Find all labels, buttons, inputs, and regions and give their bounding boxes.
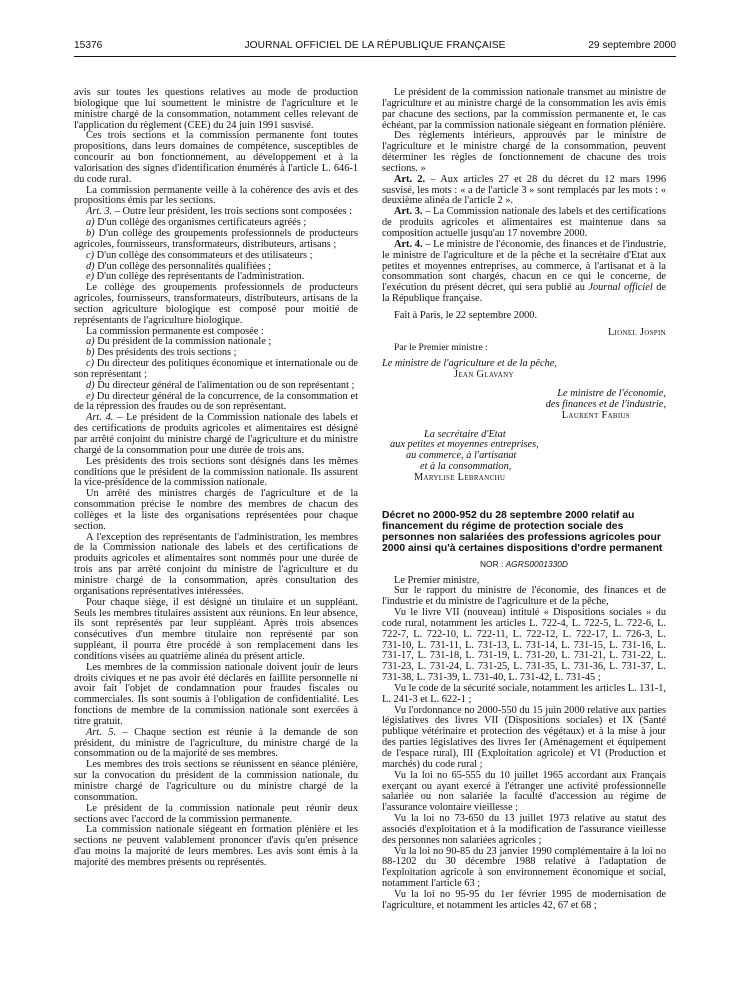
- journal-title: JOURNAL OFFICIEL DE LA RÉPUBLIQUE FRANÇAISE: [244, 40, 506, 51]
- paragraph: Le président de la commission nationale peut réunir deux sections avec l'accord de la commission permanente.: [74, 802, 358, 825]
- paragraph: Vu la loi no 95-95 du 1er février 1995 de modernisation de l'agriculture, et notamment les articles 42, 67 et 68 ;: [382, 888, 666, 911]
- item-mark: e): [86, 271, 95, 283]
- article: Art. 4. – Le ministre de l'économie, des finances et de l'industrie, le ministre de l'agriculture et de la pêche et la secrétaire d'Etat aux petites et moyennes entreprises, au commerce, à l'artisanat et à la consommation sont chargés, chacun en ce qui le concerne, de l'exécution du présent décret, qui sera publié au Journal officiel de la République française.: [382, 238, 666, 305]
- list-item: b) D'un collège des groupements professionnels de producteurs agricoles, fournisseurs, transformateurs, distributeurs, artisans ;: [74, 227, 358, 250]
- paragraph: Vu le livre VII (nouveau) intitulé « Dispositions sociales » du code rural, notamment les articles L. 722-4, L. 722-5, L. 722-6, L. 722-7, L. 722-10, L. 722-11, L. 722-12, L. 722-17, L. 726-3, L. 731-10, L. 731-11, L. 731-13, L. 731-14, L. 731-15, L. 731-16, L. 731-17, L. 731-18, L. 731-19, L. 731-20, L. 731-21, L. 731-22, L. 731-23, L. 731-24, L. 731-25, L. 731-35, L. 731-36, L. 731-37, L. 731-38, L. 731-39, L. 731-40, L. 731-42, L. 731-45 ;: [382, 607, 666, 684]
- article-label: Art. 3.: [394, 206, 423, 218]
- paragraph: Des règlements intérieurs, approuvés par le ministre de l'agriculture et le ministre chargé de la consommation, peuvent déterminer les règles de fonctionnement de chacune des trois sections. »: [382, 130, 666, 174]
- item-mark: d): [86, 379, 95, 391]
- signatory-agriculture: Le ministre de l'agriculture et de la pêche, Jean Glavany: [382, 358, 557, 381]
- item-mark: d): [86, 260, 95, 272]
- article: Art. 4. – Le président de la Commission nationale des labels et des certifications de produits agricoles et alimentaires est désigné par arrêté conjoint du ministre chargé de l'agriculture et du ministre chargé de la consommation pour une durée de trois ans.: [74, 412, 358, 456]
- prime-minister-name: Lionel Jospin: [607, 326, 666, 338]
- list-item: d) D'un collège des personnalités qualifiées ;: [86, 260, 272, 272]
- list-item: b) Des présidents des trois sections ;: [86, 347, 237, 359]
- article: Art. 3. – La Commission nationale des labels et des certifications de produits agricoles et alimentaires est maintenue dans sa composition actuelle jusqu'au 17 novembre 2000.: [382, 206, 666, 239]
- paragraph: Vu la loi no 90-85 du 23 janvier 1990 complémentaire à la loi no 88-1202 du 30 décembre 1988 relative à l'adaptation de l'exploitation agricole à son environnement économique et social, notamment l'article 63 ;: [382, 845, 666, 890]
- item-mark: e): [86, 390, 95, 402]
- paragraph: Sur le rapport du ministre de l'économie, des finances et de l'industrie et du ministre de l'agriculture et de la pêche,: [382, 585, 666, 608]
- list-item: d) Du directeur général de l'alimentation ou de son représentant ;: [86, 379, 355, 391]
- page-number: 15376: [74, 40, 103, 51]
- signature-place-date: Fait à Paris, le 22 septembre 2000.: [394, 309, 538, 321]
- paragraph: Le président de la commission nationale transmet au ministre de l'agriculture et au ministre chargé de la consommation les avis émis par chacune des sections, par la commission permanente et, le cas échéant, par la commission nationale siégeant en formation plénière.: [382, 88, 666, 131]
- paragraph: Vu la loi no 73-650 du 13 juillet 1973 relative au statut des associés d'exploitation et à la modification de l'assurance vieillesse des personnes non salariées agricoles ;: [382, 813, 666, 846]
- item-mark: a): [86, 336, 95, 348]
- list-item: a) D'un collège des organismes certificateurs agréés ;: [86, 217, 307, 229]
- paragraph: Vu la loi no 65-555 du 10 juillet 1965 accordant aux Français exerçant ou ayant exercé à l'étranger une activité professionnelle salariée ou non salariée la faculté d'accession au régime de l'assurance volontaire vieillesse ;: [382, 769, 666, 814]
- item-mark: b): [86, 347, 95, 359]
- issue-date: 29 septembre 2000: [588, 40, 676, 51]
- list-item: e) Du directeur général de la concurrence, de la consommation et de la répression des fraudes ou de son représentant.: [74, 390, 358, 413]
- paragraph: A l'exception des représentants de l'administration, les membres de la Commission nationale des labels et des certifications de produits agricoles et alimentaires sont nommés pour une durée de trois ans par arrêté conjoint du ministre de l'agriculture et du ministre chargé de la consommation, après consultation des organisations représentatives intéressées.: [74, 531, 358, 597]
- decree2-nor: NOR : AGRS0001330D: [480, 558, 568, 569]
- decree1-end: [382, 88, 666, 305]
- signatory-economy: Le ministre de l'économie, des finances et de l'industrie, Laurent Fabius: [545, 388, 666, 421]
- paragraph: Vu le code de la sécurité sociale, notamment les articles L. 131-1, L. 241-3 et L. 622-1 ;: [382, 682, 666, 705]
- prime-minister-intro: Par le Premier ministre :: [394, 341, 488, 353]
- article-label: Art. 4.: [86, 412, 114, 424]
- article-label: Art. 4.: [394, 238, 423, 250]
- header-rule: [74, 56, 676, 57]
- paragraph: Les membres des trois sections se réunissent en séance plénière, sur la convocation du président de la commission nationale, du ministre chargé de l'agriculture ou du ministre chargé de la consommation.: [74, 759, 358, 803]
- item-mark: a): [86, 217, 95, 229]
- item-mark: b): [86, 227, 95, 239]
- list-item: c) D'un collège des consommateurs et des utilisateurs ;: [86, 249, 313, 261]
- paragraph: avis sur toutes les questions relatives au mode de production biologique que lui soumettent le ministre de l'agriculture et le ministre chargé de la consommation, notamment celles relevant de l'application du règlement (CEE) du 24 juin 1991 susvisé.: [74, 88, 358, 131]
- paragraph: La commission nationale siégeant en formation plénière et les sections ne peuvent valablement prononcer d'avis qu'en présence d'au moins la majorité de leurs membres. Les avis sont émis à la majorité des membres présents ou représentés.: [74, 824, 358, 868]
- paragraph: La commission permanente veille à la cohérence des avis et des propositions émis par les sections.: [74, 184, 358, 207]
- paragraph: La commission permanente est composée :: [86, 325, 264, 337]
- list-item: e) D'un collège des représentants de l'administration.: [86, 271, 305, 283]
- list-item: c) Du directeur des politiques économique et internationale ou de son représentant ;: [74, 358, 358, 380]
- signatory-secretary: La secrétaire d'Etat aux petites et moyennes entreprises, au commerce, à l'artisanat et à la consommation, Marylise Lebranchu: [390, 428, 539, 483]
- decree2-title: Décret no 2000-952 du 28 septembre 2000 relatif au financement du régime de protection sociale des personnes non salariées des professions agricoles pour 2000 ainsi qu'à certaines dispositions d'ordre permanent: [382, 509, 663, 555]
- paragraph: Les membres de la commission nationale doivent jouir de leurs droits civiques et ne pas avoir été déclarés en faillite personnelle ni avoir fait l'objet de condamnation pour fraudes fiscales ou commerciales. Ils sont soumis à l'obligation de confidentialité. Les fonctions de membre de la commission nationale sont exercées à titre gratuit.: [74, 661, 358, 727]
- right-column: [382, 88, 666, 984]
- article-label: Art. 3.: [86, 206, 113, 218]
- page-header: [74, 40, 676, 54]
- paragraph: Le collège des groupements professionnels de producteurs agricoles, fournisseurs, transformateurs, distributeurs, artisans de la section agriculture biologique est composé pour moitié de représentants de l'agriculture biologique.: [74, 282, 358, 326]
- decree2-body: [382, 576, 666, 912]
- article-label: Art. 2.: [394, 173, 426, 185]
- article-label: Art. 5.: [86, 726, 117, 738]
- article: Art. 3. – Outre leur président, les trois sections sont composées :: [86, 206, 353, 218]
- paragraph: Les présidents des trois sections sont désignés dans les mêmes conditions que le président de la commission nationale. Ils assurent la vice-présidence de la commission nationale.: [74, 455, 358, 489]
- article: Art. 2. – Aux articles 27 et 28 du décret du 12 mars 1996 susvisé, les mots : « a de l'article 3 » sont remplacés par les mots : « deuxième alinéa de l'article 2 ».: [382, 173, 666, 207]
- item-mark: c): [86, 249, 95, 261]
- left-column: [74, 88, 358, 984]
- paragraph: Vu l'ordonnance no 2000-550 du 15 juin 2000 relative aux parties législatives des livres VII (Dispositions sociales) et IX (Santé publique vétérinaire et protection des végétaux) et à la mise à jour des parties législatives des livres Ier (Aménagement et équipement de l'espace rural), III (Exploitation agricole) et VI (Production et marchés) du code rural ;: [382, 704, 666, 770]
- item-mark: c): [86, 358, 95, 370]
- paragraph: Pour chaque siège, il est désigné un titulaire et un suppléant. Seuls les membres titulaires assistent aux réunions. En leur absence, ils sont représentés par leur suppléant. Après trois absences consécutives d'un membre titulaire non représenté par son suppléant, il pourra être procédé à son remplacement dans les conditions visées au quatrième alinéa du présent article.: [74, 596, 358, 662]
- list-item: a) Du président de la commission nationale ;: [86, 336, 272, 348]
- article: Art. 5. – Chaque section est réunie à la demande de son président, du ministre de l'agriculture, du ministre chargé de la consommation ou de la majorité de ses membres.: [74, 726, 358, 760]
- paragraph: Un arrêté des ministres chargés de l'agriculture et de la consommation précise le nombre des membres de chacun des collèges et la liste des organisations représentées pour chaque section.: [74, 488, 358, 532]
- paragraph: Ces trois sections et la commission permanente font toutes propositions, dans leurs domaines de compétence, susceptibles de concourir au bon fonctionnement, au développement et à la valorisation des signes d'identification énumérés à l'article L. 646-1 du code rural.: [74, 130, 358, 185]
- paragraph: Le Premier ministre,: [394, 574, 480, 586]
